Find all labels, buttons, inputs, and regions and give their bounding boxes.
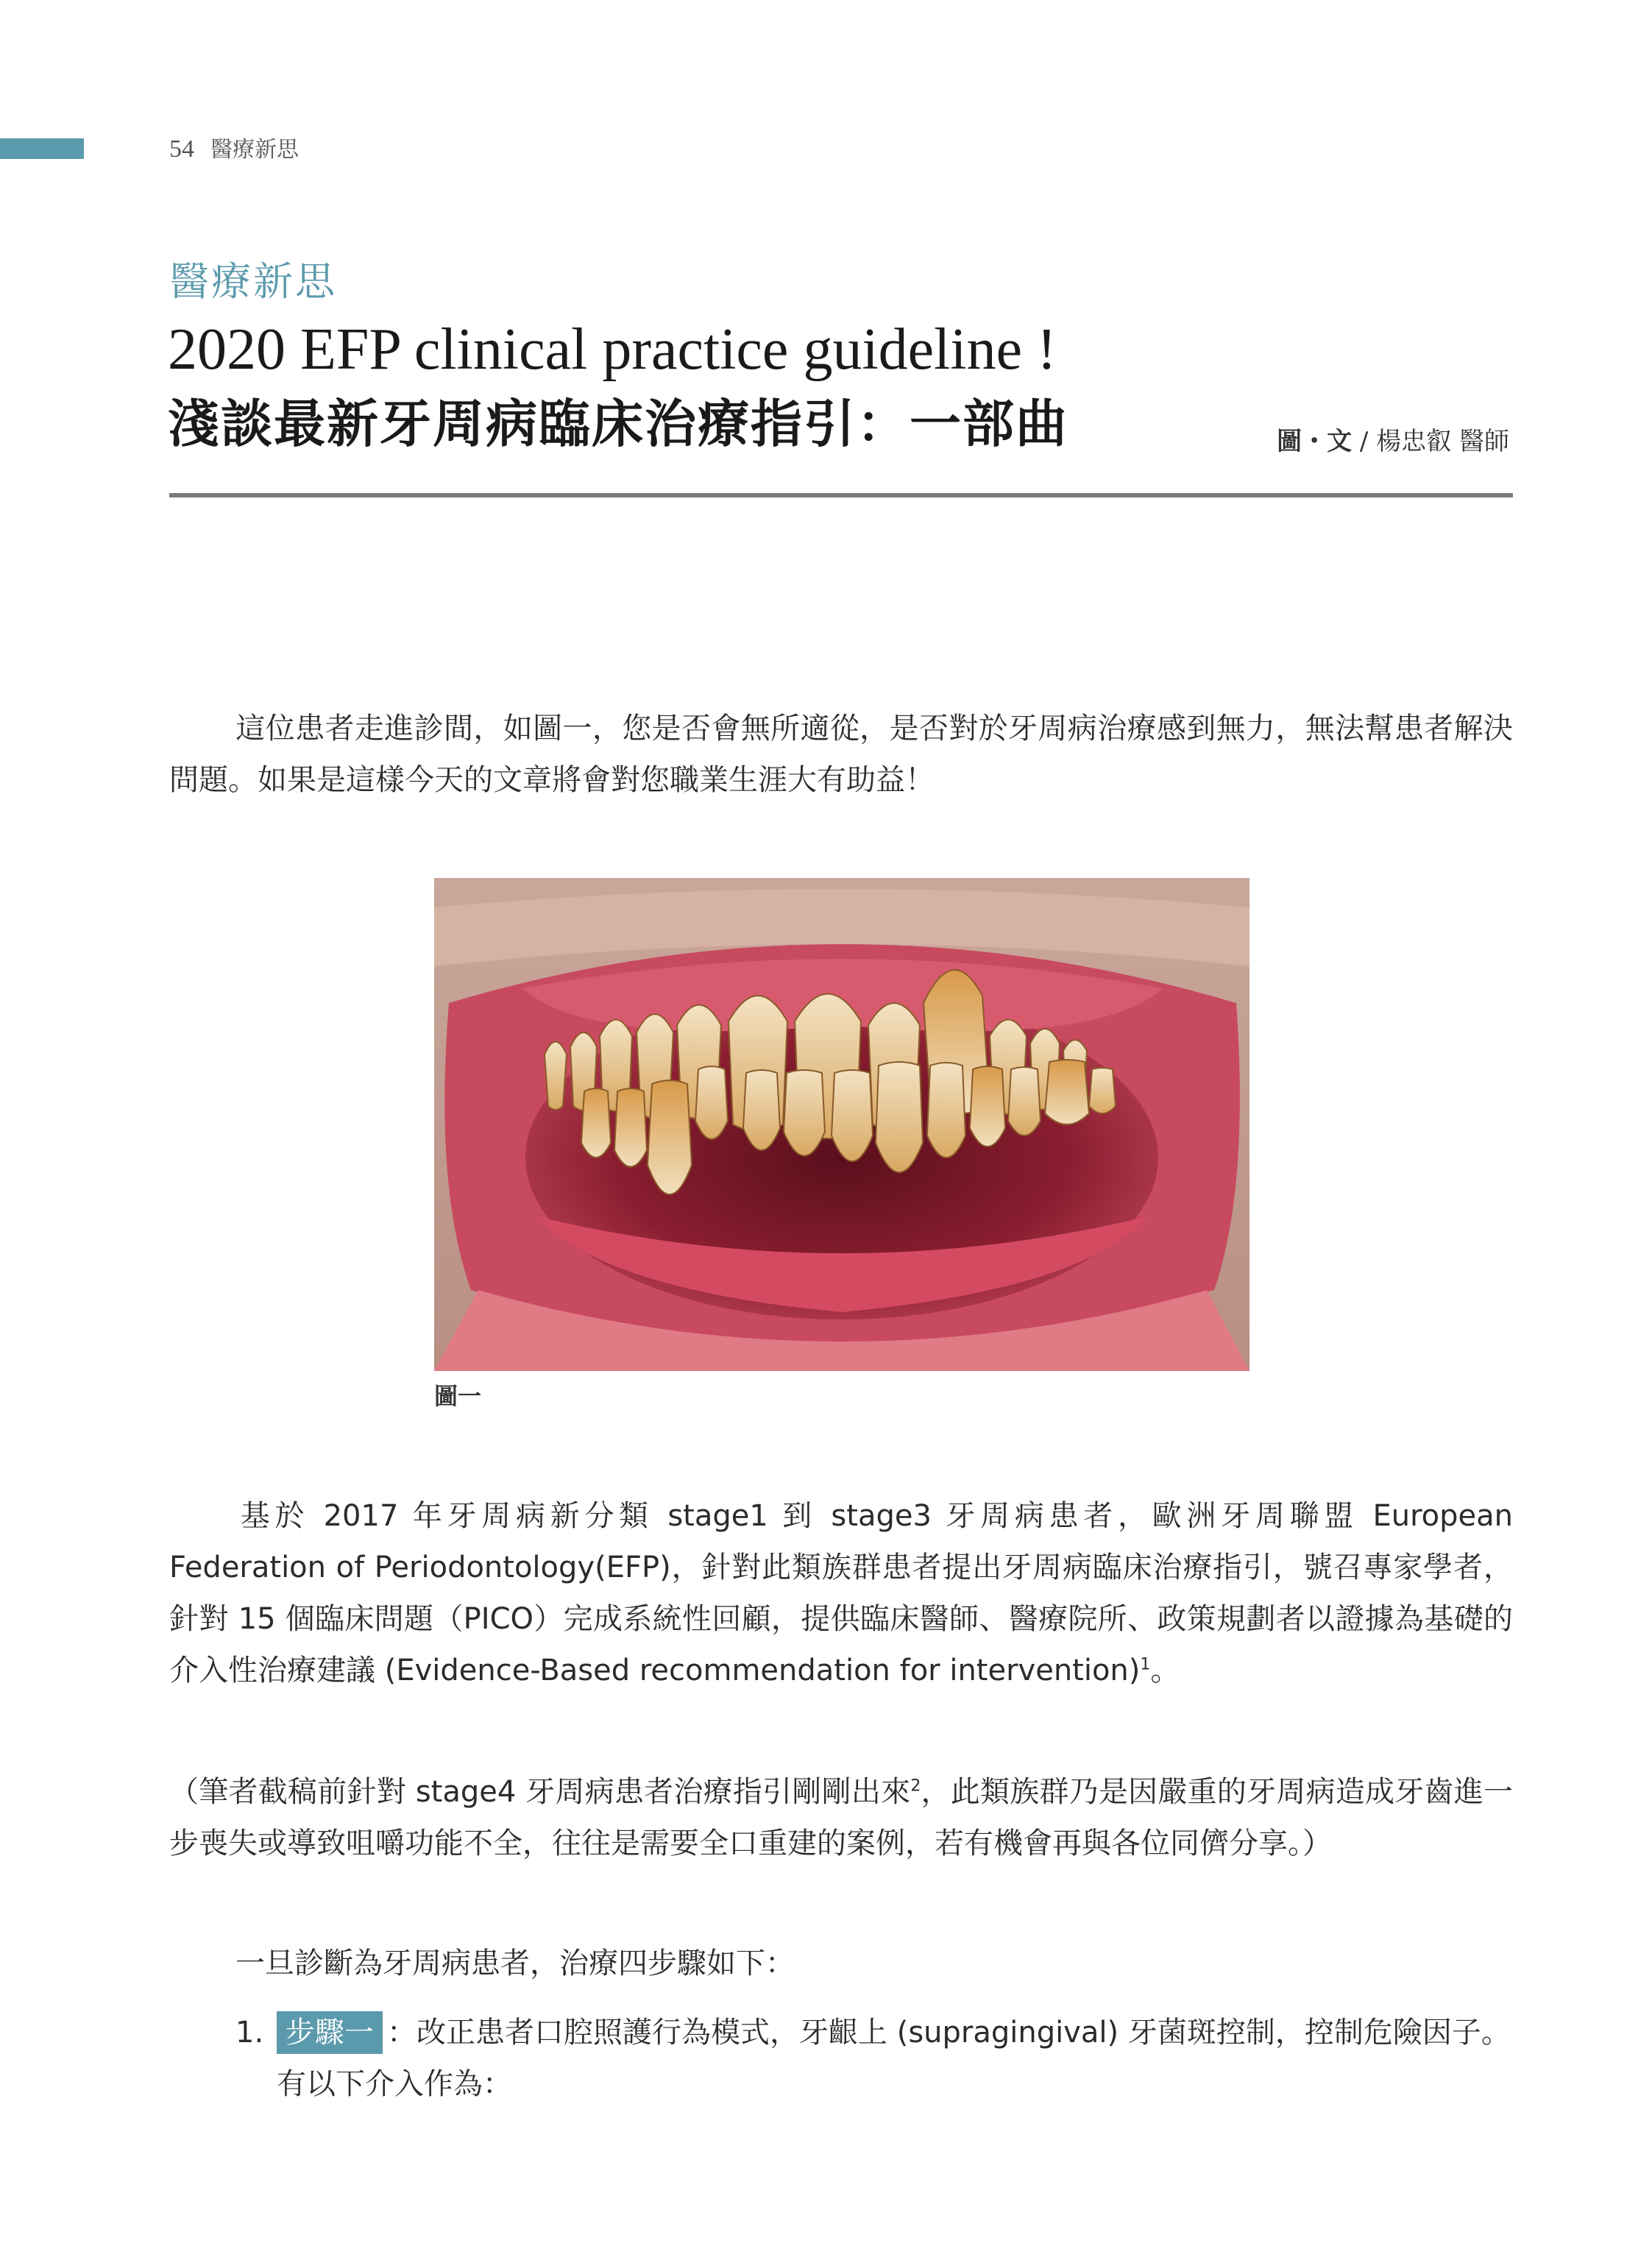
article-title-english: 2020 EFP clinical practice guideline ! [168, 317, 1057, 382]
step-list-item-1 [235, 2007, 1513, 2110]
intro-paragraph: 這位患者走進診間，如圖一，您是否會無所適從，是否對於牙周病治療感到無力，無法幫患者解決問題。如果是這樣今天的文章將會對您職業生涯大有助益！ [169, 712, 1513, 797]
header-accent-bar [0, 138, 84, 159]
section-label: 醫療新思 [169, 258, 337, 305]
running-section: 醫療新思 [210, 137, 299, 163]
paragraph-author-note: （筆者截稿前針對 stage4 牙周病患者治療指引剛剛出來$^2$，此類族群乃是因嚴重的牙周病造成牙齒進一步喪失或導致咀嚼功能不全，往往是需要全口重建的案例，若有機會再與各位同儕分享。） [169, 1775, 1513, 1860]
byline [1277, 421, 1509, 457]
article-title-chinese: 淺談最新牙周病臨床治療指引：一部曲 [168, 394, 1068, 454]
page-number: 54 [169, 135, 194, 163]
figure-caption: 圖一 [434, 1382, 482, 1410]
step-number: 1. [235, 2016, 264, 2050]
paragraph-efp-guideline: 基於 2017 年牙周病新分類 stage1 到 stage3 牙周病患者，歐洲牙周聯盟 European Federation of Periodontology(EFP)，針對此類族群患者提出牙周病臨床治療指引，號召專家學者，針對 15 個臨床問題（PICO）完成系統性回顧，提供臨床醫師、醫療院所、政策規劃者以證據為基礎的介入性治療建議 (Evidence-Based recommendation for intervention)$^1$。 [169, 1499, 1513, 1687]
step-description: ：改正患者口腔照護行為模式，牙齦上 (supragingival) 牙菌斑控制，控制危險因子。有以下介入作為： [277, 2016, 1511, 2101]
step-badge: 步驟一 [277, 2011, 383, 2054]
reference-2: 2 [910, 1777, 921, 1796]
running-header [169, 131, 299, 163]
figure-intraoral-photo [434, 878, 1249, 1371]
paragraph-four-steps-intro: 一旦診斷為牙周病患者，治療四步驟如下： [235, 1946, 795, 1980]
reference-1: 1 [1140, 1655, 1151, 1674]
byline-author: / 楊忠叡 醫師 [1359, 427, 1509, 456]
title-divider [169, 493, 1513, 497]
byline-role: 圖・文 [1277, 427, 1353, 456]
